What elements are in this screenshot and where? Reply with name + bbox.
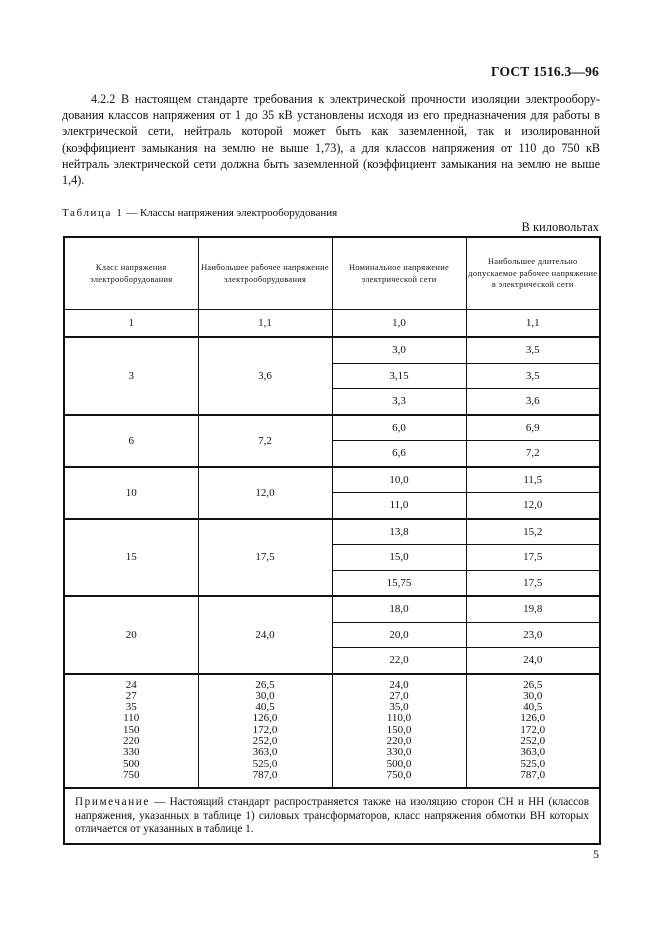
cell-voltage-class: 1 bbox=[64, 310, 198, 338]
header-nominal-network-voltage: Номинальное напряжение электрической сети bbox=[332, 237, 466, 310]
header-max-continuous-voltage: Наибольшее длительно допускаемое рабочее напряжение в электрической сети bbox=[466, 237, 600, 310]
list-value: 750 bbox=[123, 768, 140, 781]
cell-voltage-class: 3 bbox=[64, 337, 198, 415]
cell-voltage-class: 20 bbox=[64, 596, 198, 674]
table-row bbox=[64, 596, 600, 622]
table-caption bbox=[62, 207, 337, 219]
cell-max-continuous-voltage: 3,5 bbox=[466, 363, 600, 389]
cell-max-continuous-voltage: 15,2 bbox=[466, 519, 600, 545]
cell-max-operating-voltage: 24,0 bbox=[198, 596, 332, 674]
cell-nominal-voltage: 11,0 bbox=[332, 493, 466, 519]
cell-nominal-voltage: 13,8 bbox=[332, 519, 466, 545]
list-value: 110,0 bbox=[386, 712, 412, 725]
note-label: Примечание bbox=[75, 796, 150, 809]
list-value: 126,0 bbox=[252, 712, 278, 725]
list-value: 26,5 bbox=[255, 678, 275, 691]
cell-max-operating-voltage: 1,1 bbox=[198, 310, 332, 338]
cell-max-continuous-voltage: 23,0 bbox=[466, 622, 600, 648]
cell-nominal-voltage: 3,3 bbox=[332, 389, 466, 415]
list-value: 150,0 bbox=[386, 723, 412, 736]
list-value: 330 bbox=[123, 746, 140, 759]
table-caption-label: Таблица 1 bbox=[62, 207, 124, 219]
note-text: — Настоящий стандарт распространяется также на изоляцию сторон СН и НН (классов напряжения, указанных в таблице 1) силовых трансформаторов, класс напряжения обмотки ВН которых отличается от указанных в таблице 1. bbox=[75, 796, 589, 836]
cell-nominal-voltage: 18,0 bbox=[332, 596, 466, 622]
cell-voltage-class: 6 bbox=[64, 415, 198, 467]
list-value: 363,0 bbox=[520, 746, 546, 759]
cell-max-continuous-voltage-list bbox=[466, 674, 600, 789]
list-value: 27 bbox=[125, 689, 137, 702]
cell-nominal-voltage: 15,0 bbox=[332, 545, 466, 571]
cell-max-continuous-voltage: 17,5 bbox=[466, 570, 600, 596]
list-value: 35 bbox=[125, 701, 137, 714]
list-value: 500,0 bbox=[386, 757, 412, 770]
table-row bbox=[64, 337, 600, 363]
list-value: 220 bbox=[123, 734, 140, 747]
cell-nominal-voltage: 3,0 bbox=[332, 337, 466, 363]
cell-nominal-voltage: 15,75 bbox=[332, 570, 466, 596]
cell-nominal-voltage: 6,6 bbox=[332, 441, 466, 467]
list-value: 40,5 bbox=[255, 701, 275, 714]
cell-voltage-class: 10 bbox=[64, 467, 198, 519]
table-row bbox=[64, 467, 600, 493]
list-value: 172,0 bbox=[520, 723, 546, 736]
list-value: 26,5 bbox=[523, 678, 543, 691]
cell-max-continuous-voltage: 3,5 bbox=[466, 337, 600, 363]
list-value: 363,0 bbox=[252, 746, 278, 759]
cell-nominal-voltage-list bbox=[332, 674, 466, 789]
cell-nominal-voltage: 22,0 bbox=[332, 648, 466, 674]
table-row bbox=[64, 519, 600, 545]
cell-max-operating-voltage: 7,2 bbox=[198, 415, 332, 467]
cell-nominal-voltage: 1,0 bbox=[332, 310, 466, 338]
list-value: 252,0 bbox=[252, 734, 278, 747]
table-note bbox=[64, 788, 600, 844]
table-row-high-voltage bbox=[64, 674, 600, 789]
list-value: 500 bbox=[123, 757, 140, 770]
list-value: 787,0 bbox=[520, 768, 546, 781]
voltage-classes-table bbox=[63, 236, 601, 845]
list-value: 30,0 bbox=[523, 689, 543, 702]
table-units: В киловольтах bbox=[521, 220, 599, 234]
list-value: 172,0 bbox=[252, 723, 278, 736]
list-value: 24 bbox=[125, 678, 137, 691]
header-voltage-class: Класс напряжения электрооборудования bbox=[64, 237, 198, 310]
cell-max-continuous-voltage: 7,2 bbox=[466, 441, 600, 467]
list-value: 24,0 bbox=[389, 678, 409, 691]
table-note-row bbox=[64, 788, 600, 844]
list-value: 787,0 bbox=[252, 768, 278, 781]
cell-max-continuous-voltage: 19,8 bbox=[466, 596, 600, 622]
list-value: 525,0 bbox=[520, 757, 546, 770]
table-row bbox=[64, 310, 600, 338]
document-code: ГОСТ 1516.3—96 bbox=[491, 64, 599, 79]
cell-max-continuous-voltage: 24,0 bbox=[466, 648, 600, 674]
cell-max-continuous-voltage: 6,9 bbox=[466, 415, 600, 441]
list-value: 330,0 bbox=[386, 746, 412, 759]
list-value: 40,5 bbox=[523, 701, 543, 714]
cell-nominal-voltage: 6,0 bbox=[332, 415, 466, 441]
intro-paragraph: 4.2.2 В настоящем стандарте требования к электрической прочности изоляции электрооборудования классов напряжения от 1 до 35 кВ установлены исходя из его предназначения для работы в электрической сети, нейтраль которой может быть как заземленной, так и изолированной (коэффициент замыкания на землю не выше 1,73), а для классов напряжения от 110 до 750 кВ нейтраль электрической сети должна быть заземленной (коэффициент замыкания на землю не выше 1,4). bbox=[62, 92, 600, 188]
list-value: 150 bbox=[123, 723, 140, 736]
cell-voltage-class-list bbox=[64, 674, 198, 789]
cell-voltage-class: 15 bbox=[64, 519, 198, 597]
cell-nominal-voltage: 3,15 bbox=[332, 363, 466, 389]
list-value: 35,0 bbox=[389, 701, 409, 714]
cell-max-operating-voltage: 12,0 bbox=[198, 467, 332, 519]
cell-max-continuous-voltage: 17,5 bbox=[466, 545, 600, 571]
cell-max-operating-voltage: 17,5 bbox=[198, 519, 332, 597]
list-value: 750,0 bbox=[386, 768, 412, 781]
list-value: 525,0 bbox=[252, 757, 278, 770]
cell-max-continuous-voltage: 1,1 bbox=[466, 310, 600, 338]
cell-nominal-voltage: 10,0 bbox=[332, 467, 466, 493]
table-header-row bbox=[64, 237, 600, 310]
cell-max-operating-voltage-list bbox=[198, 674, 332, 789]
cell-max-continuous-voltage: 3,6 bbox=[466, 389, 600, 415]
cell-max-continuous-voltage: 12,0 bbox=[466, 493, 600, 519]
list-value: 30,0 bbox=[255, 689, 275, 702]
list-value: 252,0 bbox=[520, 734, 546, 747]
page-number: 5 bbox=[593, 847, 599, 861]
list-value: 220,0 bbox=[386, 734, 412, 747]
list-value: 110 bbox=[123, 712, 140, 725]
list-value: 27,0 bbox=[389, 689, 409, 702]
table-caption-text: — Классы напряжения электрооборудования bbox=[123, 207, 338, 219]
table-row bbox=[64, 415, 600, 441]
cell-max-continuous-voltage: 11,5 bbox=[466, 467, 600, 493]
header-max-operating-voltage: Наибольшее рабочее напряжение электрооборудования bbox=[198, 237, 332, 310]
list-value: 126,0 bbox=[520, 712, 546, 725]
cell-nominal-voltage: 20,0 bbox=[332, 622, 466, 648]
cell-max-operating-voltage: 3,6 bbox=[198, 337, 332, 415]
